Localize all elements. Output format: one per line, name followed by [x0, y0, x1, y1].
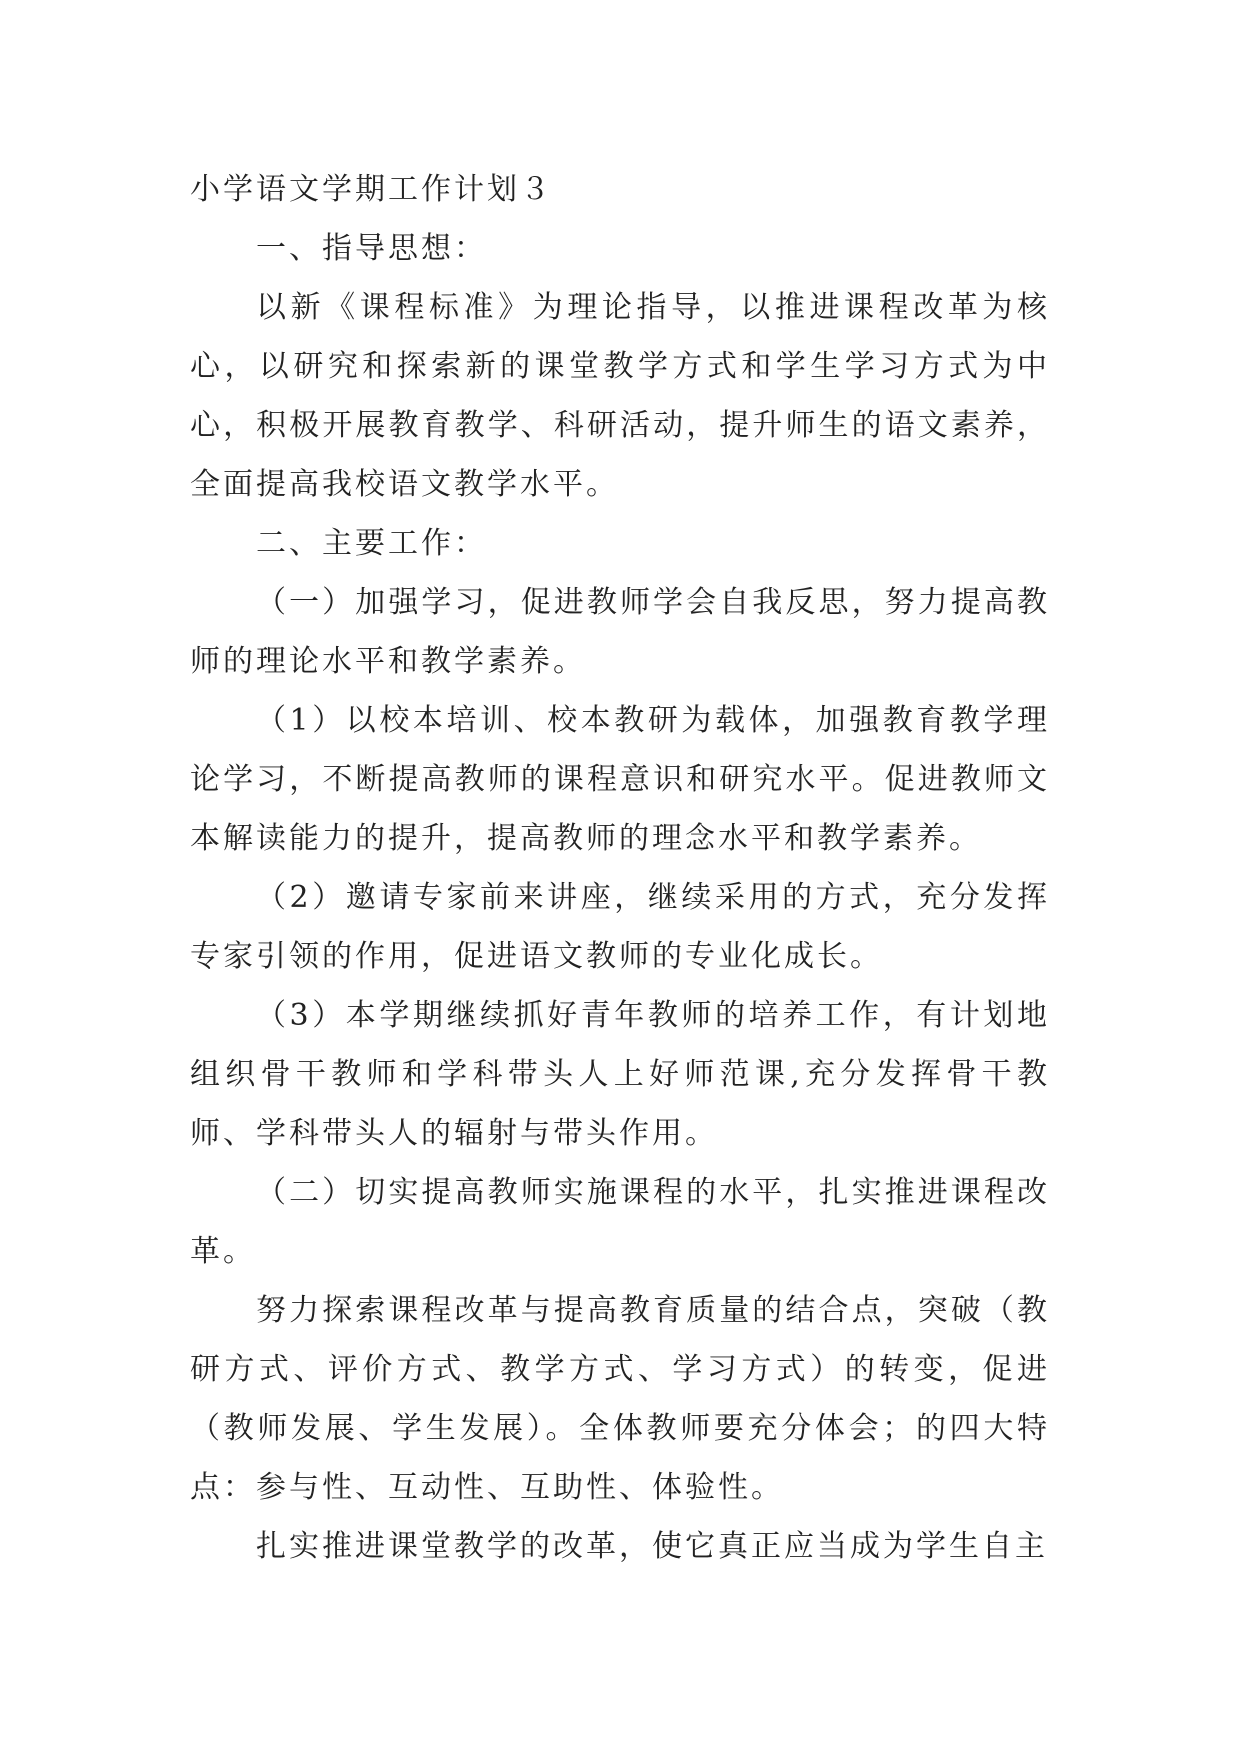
paragraph: 努力探索课程改革与提高教育质量的结合点，突破（教研方式、评价方式、教学方式、学习方式）的转变，促进（教师发展、学生发展）。全体教师要充分体会；的四大特点：参与性、互动性、互助性、体验性。: [190, 1293, 1050, 1505]
paragraph: 扎实推进课堂教学的改革，使它真正应当成为学生自主: [256, 1529, 1048, 1564]
paragraph: （1）以校本培训、校本教研为载体，加强教育教学理论学习，不断提高教师的课程意识和研究水平。促进教师文本解读能力的提升，提高教师的理念水平和教学素养。: [190, 703, 1050, 856]
paragraph: （3）本学期继续抓好青年教师的培养工作，有计划地组织骨干教师和学科带头人上好师范课,充分发挥骨干教师、学科带头人的辐射与带头作用。: [190, 998, 1050, 1151]
paragraph: 以新《课程标准》为理论指导，以推进课程改革为核心，以研究和探索新的课堂教学方式和学生学习方式为中心，积极开展教育教学、科研活动，提升师生的语文素养，全面提高我校语文教学水平。: [190, 290, 1050, 502]
paragraph: （2）邀请专家前来讲座，继续采用的方式，充分发挥专家引领的作用，促进语文教师的专业化成长。: [190, 880, 1050, 974]
document-title: 小学语文学期工作计划３: [190, 172, 553, 207]
subsection-heading-2: （二）切实提高教师实施课程的水平，扎实推进课程改革。: [190, 1175, 1050, 1269]
section-heading-main-work: 二、主要工作：: [256, 526, 487, 561]
document-body: [190, 160, 1050, 1576]
section-heading-guiding-ideology: 一、指导思想：: [256, 231, 487, 266]
subsection-heading-1: （一）加强学习，促进教师学会自我反思，努力提高教师的理论水平和教学素养。: [190, 585, 1050, 679]
